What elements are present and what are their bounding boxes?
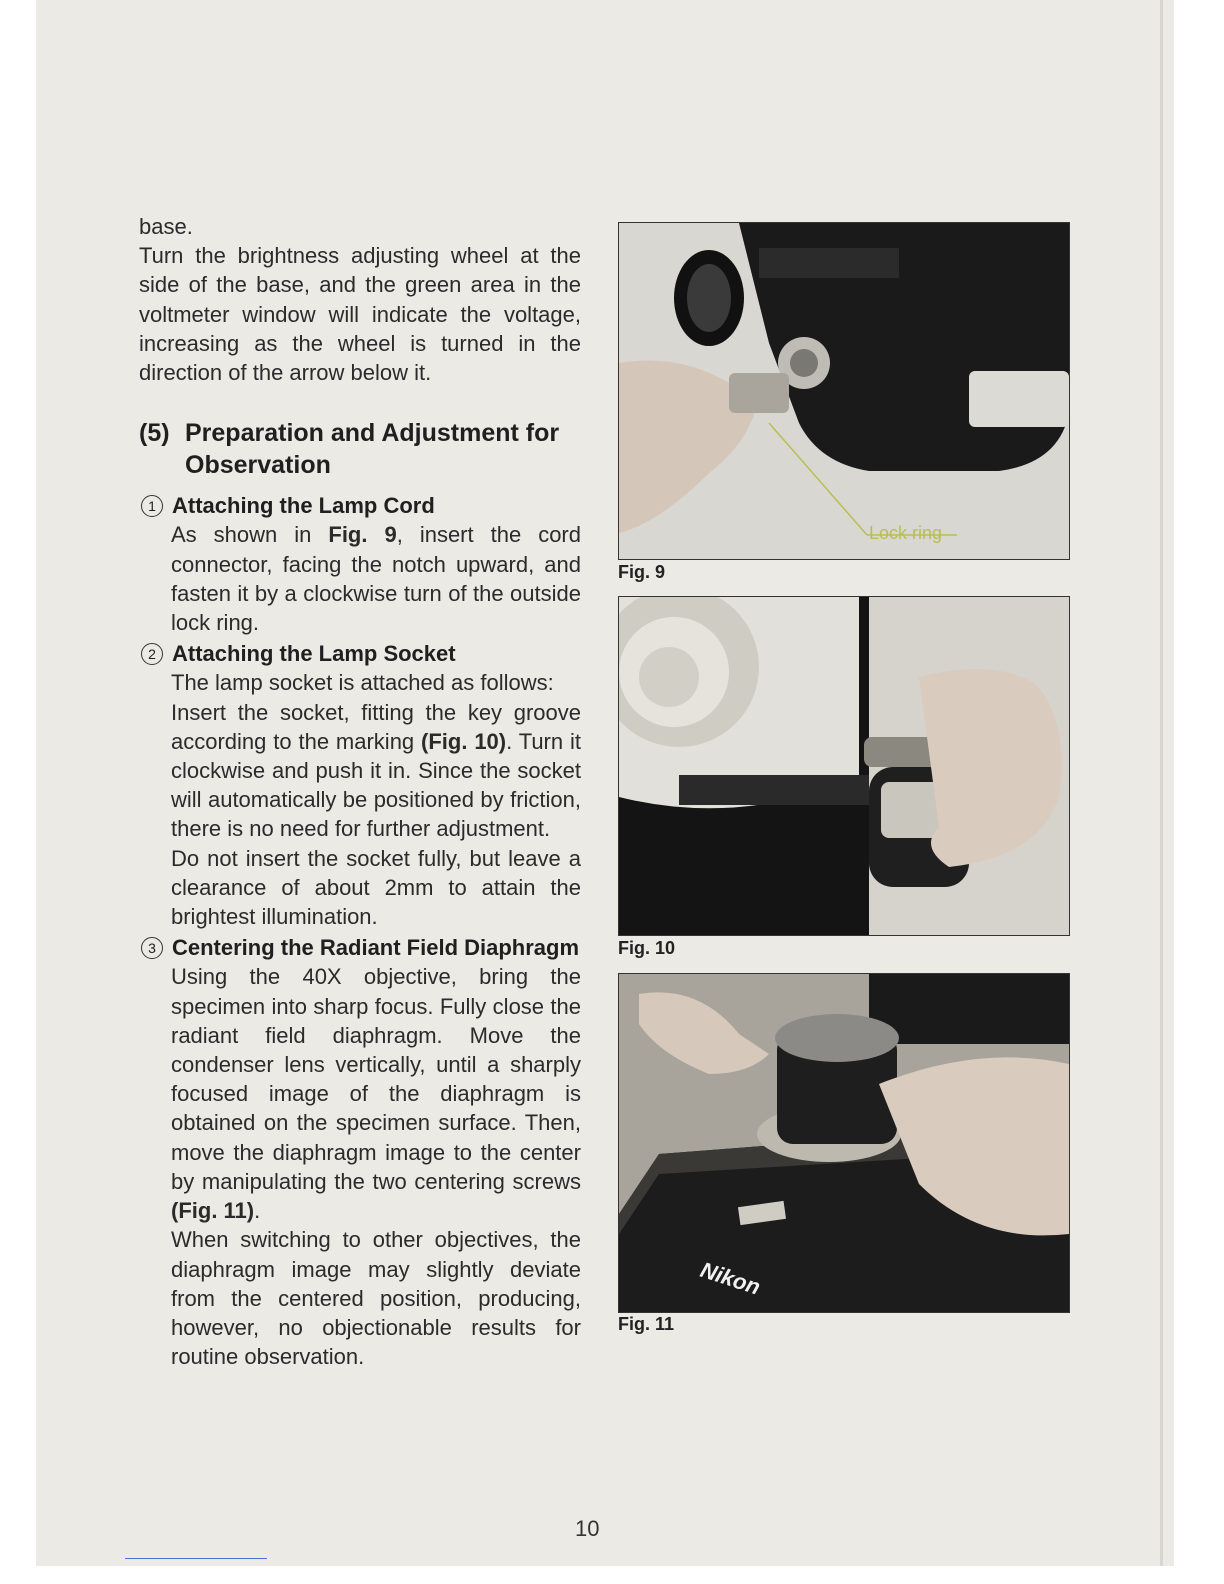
figure-10-caption: Fig. 10: [618, 938, 676, 958]
item-title-text: Attaching the Lamp Socket: [172, 641, 456, 667]
item-paragraph: Do not insert the socket fully, but leave a clearance of about 2mm to attain the brightest illumination.: [171, 845, 581, 930]
section-number: (5): [139, 419, 170, 448]
circled-number-1: 1: [141, 495, 163, 517]
text-run: As shown in: [171, 522, 329, 548]
link-underline: [125, 1558, 267, 1559]
fig9-illustration: [619, 223, 1069, 559]
item-title-diaphragm: [139, 933, 581, 962]
page-edge: [1160, 0, 1163, 1566]
text-column: [139, 212, 581, 1371]
figure-reference: (Fig. 11): [171, 1198, 255, 1224]
figure-reference: (Fig. 10): [421, 728, 507, 754]
item-paragraph: [171, 962, 581, 1225]
text-run: .: [254, 1198, 261, 1224]
section-heading: [139, 417, 581, 481]
figure-9-photo: [618, 222, 1070, 560]
item-title-text: Attaching the Lamp Cord: [172, 493, 435, 519]
circled-number-2: 2: [141, 643, 163, 665]
fig11-illustration: [619, 974, 1069, 1312]
figure-10-photo: [618, 596, 1070, 936]
text-run: , insert the cord connector, facing the notch upward, and fasten it by a clockwise turn of the outside lock ring.: [171, 522, 581, 636]
page-number: 10: [575, 1516, 600, 1541]
figure-reference: Fig. 9: [328, 522, 397, 548]
item-paragraph: [171, 698, 581, 844]
item-title-text: Centering the Radiant Field Diaphragm: [172, 935, 580, 961]
fig10-illustration: [619, 597, 1069, 935]
item-title-lamp-socket: [139, 639, 581, 668]
figure-11-caption: Fig. 11: [618, 1314, 675, 1334]
nikon-logo: Nikon: [697, 1256, 764, 1300]
item-title-lamp-cord: [139, 491, 581, 520]
text-run: Using the 40X objective, bring the specimen into sharp focus. Fully close the radiant field diaphragm. Move the condenser lens vertically, until a sharply focused image of the diaphragm is obtained on the specimen surface. Then, move the diaphragm image to the center by manipulating the two centering screws: [171, 964, 581, 1194]
para-brightness: Turn the brightness adjusting wheel at the side of the base, and the green area in the voltmeter window will indicate the voltage, increasing as the wheel is turned in the direction of the arrow below it.: [139, 243, 581, 386]
para-base: base.: [139, 214, 193, 239]
item-paragraph: When switching to other objectives, the diaphragm image may slightly deviate from the centered position, producing, however, no objectionable results for routine observation.: [171, 1227, 581, 1370]
section-title-line1: Preparation and Adjustment for: [185, 419, 560, 448]
lock-ring-label: Lock ring: [869, 523, 943, 543]
item-body-lamp-socket: [139, 668, 581, 931]
section-title-line2: Observation: [185, 451, 331, 480]
circled-number-3: 3: [141, 937, 163, 959]
text-run: Insert the socket, fitting the key groove according to the marking: [171, 699, 581, 754]
item-paragraph: [171, 520, 581, 637]
item-body-lamp-cord: [139, 520, 581, 637]
figure-9-caption: Fig. 9: [618, 562, 666, 582]
item-body-diaphragm: [139, 962, 581, 1371]
figure-11-photo: [618, 973, 1070, 1313]
item-paragraph: The lamp socket is attached as follows:: [171, 670, 554, 696]
text-run: . Turn it clockwise and push it in. Since the socket will automatically be positioned by friction, there is no need for further adjustment.: [171, 728, 581, 842]
